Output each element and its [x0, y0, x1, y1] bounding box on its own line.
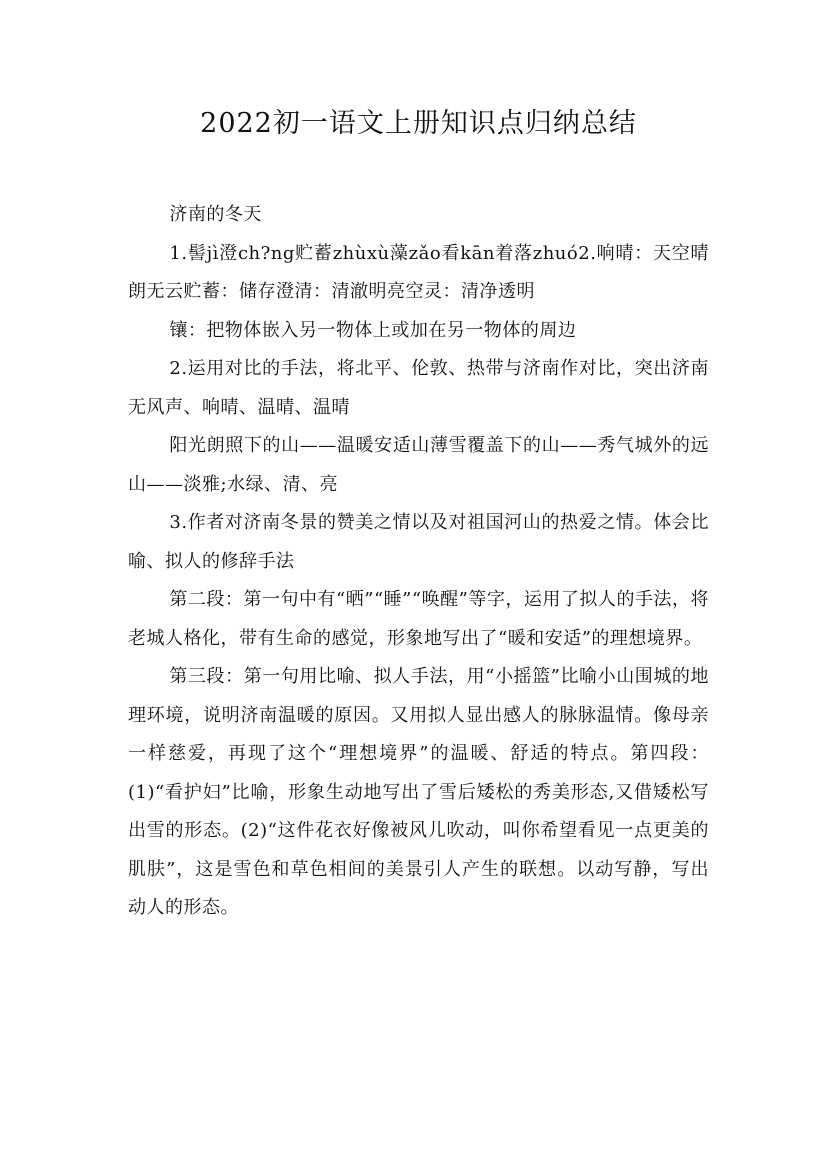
document-title: 2022初一语文上册知识点归纳总结 [200, 108, 637, 139]
paragraph-contrast: 2.运用对比的手法，将北平、伦敦、热带与济南作对比，突出济南无风声、响晴、温晴、温晴 [128, 358, 709, 418]
paragraph-definition: 镶：把物体嵌入另一物体上或加在另一物体的周边 [169, 319, 577, 341]
paragraph-vocabulary: 1.髻jì澄ch?ng贮蓄zhùxù藻zǎo看kān着落zhuó2.响晴：天空晴朗无云贮蓄：储存澄清：清澈明亮空灵：清净透明 [128, 242, 709, 302]
paragraph-section-heading: 济南的冬天 [169, 204, 262, 225]
paragraph-third-section: 第三段：第一句用比喻、拟人手法，用“小摇篮”比喻小山围城的地理环境，说明济南温暖的原因。又用拟人显出感人的脉脉温情。像母亲一样慈爱，再现了这个“理想境界”的温暖、舒适的特点。第四段：(1)“看护妇”比喻，形象生动地写出了雪后矮松的秀美形态,又借矮松写出雪的形态。(2)“这件花衣好像被风儿吹动，叫你希望看见一点更美的肌肤”，这是雪色和草色相间的美景引人产生的联想。以动写静，写出动人的形态。 [128, 666, 709, 918]
paragraph-second-section: 第二段：第一句中有“晒”“睡”“唤醒”等字，运用了拟人的手法，将老城人格化，带有生命的感觉，形象地写出了“暖和安适”的理想境界。 [128, 589, 709, 649]
paragraph-mountains: 阳光朗照下的山——温暖安适山薄雪覆盖下的山——秀气城外的远山——淡雅;水绿、清、亮 [128, 435, 709, 495]
document-body [128, 196, 709, 928]
paragraph-emotion: 3.作者对济南冬景的赞美之情以及对祖国河山的热爱之情。体会比喻、拟人的修辞手法 [128, 512, 709, 572]
